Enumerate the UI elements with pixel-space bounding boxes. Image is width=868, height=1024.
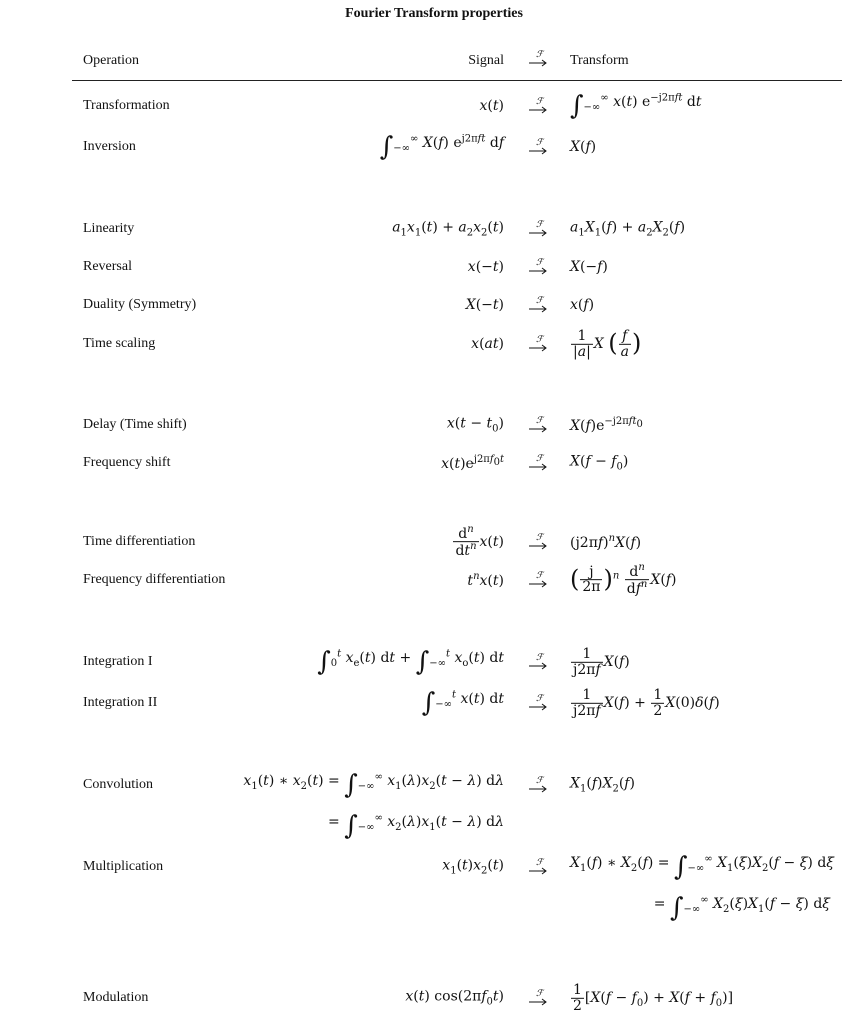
operation-label: Frequency differentiation: [83, 572, 226, 587]
transform-expression: $X(f - f_0)$: [570, 453, 629, 473]
signal-expression: $x(t - t_0)$: [446, 415, 504, 435]
operation-label: Integration II: [83, 695, 158, 710]
signal-expression: X(−t): [465, 297, 504, 313]
transform-expression: x(f): [570, 297, 595, 313]
signal-expression: x(t) $\cos(2\pi f_0t)$: [405, 988, 504, 1008]
svg-text:ℱ: ℱ: [536, 989, 544, 999]
svg-text:ℱ: ℱ: [536, 571, 544, 581]
fourier-arrow-icon: [527, 333, 549, 355]
operation-label: Frequency shift: [83, 455, 171, 470]
transform-expression: X(−f): [570, 259, 608, 275]
transform-expression: $a_1X_1(f) + a_2X_2(f)$: [570, 219, 686, 239]
svg-text:ℱ: ℱ: [536, 776, 544, 786]
fourier-arrow-icon: [527, 48, 549, 70]
signal-expression: x(at): [471, 336, 504, 352]
signal-expression: $t^nx(t)$: [467, 571, 504, 589]
fourier-arrow-icon: [527, 987, 549, 1009]
transform-expression: X(f): [570, 139, 597, 155]
fourier-arrow-icon: [527, 692, 549, 714]
transform-expression: $\frac{1}{j2\pi f}$ X(f) + $\frac{1}{2}$ X(0)δ(f): [573, 686, 720, 719]
fourier-arrow-icon: [527, 651, 549, 673]
svg-text:ℱ: ℱ: [536, 694, 544, 704]
svg-text:ℱ: ℱ: [536, 653, 544, 663]
operation-label: Delay (Time shift): [83, 417, 187, 432]
svg-text:ℱ: ℱ: [536, 296, 544, 306]
transform-expression: $(j2\pi f)^nX(f)$: [570, 533, 642, 551]
fourier-arrow-icon: [527, 531, 549, 553]
operation-label: Duality (Symmetry): [83, 297, 197, 312]
signal-expression-continuation: = $\int_{-\infty}^\infty$ $x_2(\lambda)x_1(t - \lambda)$ dλ: [328, 811, 504, 841]
svg-text:ℱ: ℱ: [536, 858, 544, 868]
signal-expression: x(t): [479, 98, 504, 114]
fourier-arrow-icon: [527, 452, 549, 474]
transform-expression: $X_1(f)$ ∗ $X_2(f) = \int_{-\infty}^\infty$ $X_1(\xi)X_2(f - \xi)$ dξ: [570, 852, 834, 882]
operation-label: Multiplication: [83, 859, 164, 874]
page-title: Fourier Transform properties: [345, 6, 523, 21]
signal-expression: $x(t)e^{j2\pi f_0t}$: [441, 454, 504, 472]
svg-text:ℱ: ℱ: [536, 97, 544, 107]
svg-text:ℱ: ℱ: [536, 454, 544, 464]
operation-label: Integration I: [83, 654, 153, 669]
transform-expression: $\frac{1}{2}$ $[X(f - f_0) + X(f + f_0)]$: [573, 981, 734, 1014]
transform-expression: $\frac{1}{|a|}$ X ( $\frac{f}{a}$ ): [573, 327, 642, 360]
signal-expression: $\frac{d^n}{dt^n}$ x(t): [455, 524, 504, 560]
header-rule: [72, 80, 842, 81]
svg-text:ℱ: ℱ: [536, 220, 544, 230]
svg-text:ℱ: ℱ: [536, 138, 544, 148]
fourier-arrow-icon: [527, 136, 549, 158]
svg-text:ℱ: ℱ: [536, 335, 544, 345]
operation-label: Reversal: [83, 259, 132, 274]
operation-label: Convolution: [83, 777, 154, 792]
svg-text:ℱ: ℱ: [536, 50, 544, 60]
signal-expression: $x_1(t)$ ∗ $x_2(t) = \int_{-\infty}^\infty$ $x_1(\lambda)x_2(t - \lambda)$ dλ: [243, 770, 504, 800]
operation-label: Transformation: [83, 98, 170, 113]
operation-label: Linearity: [83, 221, 135, 236]
header-transform: Transform: [570, 53, 629, 68]
fourier-arrow-icon: [527, 95, 549, 117]
operation-label: Time differentiation: [83, 534, 196, 549]
fourier-arrow-icon: [527, 856, 549, 878]
signal-expression: $\int_{-\infty}^t$ x(t) dt: [421, 688, 504, 718]
header-signal: Signal: [468, 53, 504, 68]
transform-expression: $X(f)e^{-j2\pi ft_0}$: [570, 416, 643, 434]
svg-text:ℱ: ℱ: [536, 258, 544, 268]
svg-text:ℱ: ℱ: [536, 533, 544, 543]
operation-label: Modulation: [83, 990, 149, 1005]
transform-expression: $X_1(f)X_2(f)$: [570, 775, 635, 795]
transform-expression: $\frac{1}{j2\pi f}$ X(f): [573, 645, 630, 678]
operation-label: Time scaling: [83, 336, 156, 351]
signal-expression: $\int_{-\infty}^\infty$ X(f) $e^{j2\pi ft}$ df: [379, 132, 504, 162]
transform-expression: $\int_{-\infty}^\infty$ x(t) $e^{-j2\pi ft}$ dt: [570, 91, 702, 121]
signal-expression: $a_1x_1(t) + a_2x_2(t)$: [392, 219, 504, 239]
fourier-arrow-icon: [527, 569, 549, 591]
signal-expression: x(−t): [467, 259, 504, 275]
signal-expression: $\int_0^t$ $x_e(t)$ dt + $\int_{-\infty}^t$ $x_o(t)$ dt: [317, 647, 504, 677]
fourier-arrow-icon: [527, 256, 549, 278]
fourier-arrow-icon: [527, 774, 549, 796]
transform-expression-continuation: = $\int_{-\infty}^\infty$ $X_2(\xi)X_1(f - \xi)$ dξ: [653, 893, 830, 923]
svg-text:ℱ: ℱ: [536, 416, 544, 426]
header-operation: Operation: [83, 53, 139, 68]
transform-expression: ( $\frac{j}{2\pi}$ )$^n$ $\frac{d^n}{df^n}$ X(f): [570, 562, 677, 598]
fourier-arrow-icon: [527, 414, 549, 436]
signal-expression: $x_1(t)x_2(t)$: [442, 857, 504, 877]
fourier-arrow-icon: [527, 294, 549, 316]
operation-label: Inversion: [83, 139, 136, 154]
fourier-arrow-icon: [527, 218, 549, 240]
